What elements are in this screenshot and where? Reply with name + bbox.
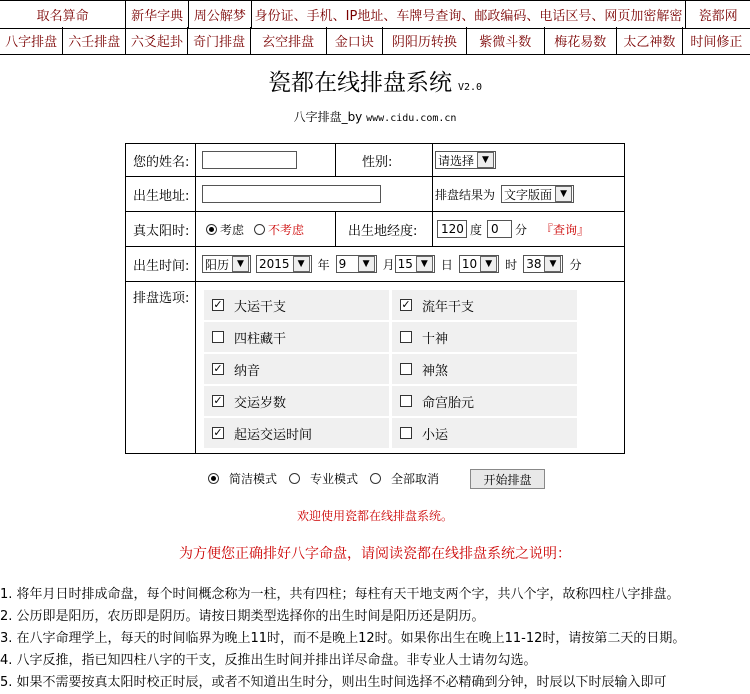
chevron-down-icon: ▼ — [416, 256, 433, 272]
year-select[interactable]: 2015 ▼ — [256, 255, 312, 273]
mode-simple-radio[interactable] — [208, 473, 219, 484]
longitude-label: 出生地经度: — [348, 223, 418, 239]
birthplace-label: 出生地址: — [133, 188, 190, 204]
longitude-degree-input[interactable]: 120 — [437, 220, 467, 238]
site-url: www.cidu.com.cn — [366, 113, 457, 124]
solar-yes-label: 考虑 — [220, 222, 245, 237]
mode-pro-label: 专业模式 — [310, 472, 359, 486]
nayin-checkbox[interactable]: ✓ — [213, 362, 223, 375]
minggong-checkbox[interactable] — [400, 395, 412, 407]
gender-select[interactable]: 请选择 ▼ — [435, 151, 496, 169]
nav-ziwei[interactable]: 紫微斗数 — [467, 27, 545, 54]
hour-select[interactable]: 10 ▼ — [459, 255, 499, 273]
nav-taiyi[interactable]: 太乙神数 — [617, 27, 683, 54]
chevron-down-icon: ▼ — [555, 186, 572, 202]
nav-liuren[interactable]: 六壬排盘 — [63, 27, 126, 54]
nav-link-cidu[interactable]: 瓷都网 — [698, 9, 738, 24]
nav-liuyao[interactable]: 六爻起卦 — [126, 27, 188, 54]
nav-xuankong[interactable]: 玄空排盘 — [251, 27, 327, 54]
start-paipan-button[interactable]: 开始排盘 — [470, 469, 545, 489]
nav-meihua[interactable]: 梅花易数 — [545, 27, 617, 54]
name-input[interactable] — [202, 151, 297, 169]
birthtime-label: 出生时间: — [133, 258, 190, 274]
mode-pro-radio[interactable] — [289, 473, 300, 484]
option-qiyun-time[interactable]: ✓ 起运交运时间 — [204, 418, 389, 448]
option-shensha[interactable]: 神煞 — [392, 354, 577, 384]
nav-calendar-convert[interactable]: 阴阳历转换 — [383, 27, 467, 54]
day-select[interactable]: 15 ▼ — [395, 255, 435, 273]
name-label: 您的姓名: — [133, 154, 190, 170]
day-unit: 日 — [440, 257, 453, 272]
option-nayin[interactable]: ✓ 纳音 — [204, 354, 389, 384]
month-select[interactable]: 9 ▼ — [336, 255, 377, 273]
option-liunian[interactable]: ✓ 流年干支 — [392, 290, 577, 320]
query-longitude-link[interactable]: 『查询』 — [541, 222, 590, 237]
solar-no-radio[interactable] — [254, 224, 265, 235]
page-subtitle: 八字排盘_by www.cidu.com.cn — [293, 110, 457, 124]
option-minggong[interactable]: 命宫胎元 — [392, 386, 577, 416]
page-title: 瓷都在线排盘系统 V2.0 — [267, 70, 483, 96]
minute-unit: 分 — [515, 222, 528, 237]
nav-link-lookup-tools[interactable]: 身份证、手机、IP地址、车牌号查询、邮政编码、电话区号、网页加密解密 — [252, 1, 687, 28]
nav-bazi[interactable]: 八字排盘 — [0, 27, 63, 54]
nav-qimen[interactable]: 奇门排盘 — [188, 27, 250, 54]
option-xiaoyun[interactable]: 小运 — [392, 418, 577, 448]
nav-link-naming[interactable]: 取名算命 — [0, 1, 126, 28]
option-shishen[interactable]: 十神 — [392, 322, 577, 352]
year-unit: 年 — [317, 257, 330, 272]
minute-select[interactable]: 38 ▼ — [523, 255, 563, 273]
instruction-item: 4. 八字反推，指已知四柱八字的干支，反推出生时间并排出详尽命盘。非专业人士请勿勾选。 — [0, 653, 537, 668]
dayun-checkbox[interactable]: ✓ — [213, 298, 223, 311]
solar-no-label: 不考虑 — [268, 222, 305, 237]
nav-jinkoujue[interactable]: 金口诀 — [327, 27, 383, 54]
result-format-label: 排盘结果为 — [435, 187, 496, 202]
shishen-checkbox[interactable] — [400, 331, 412, 343]
xiaoyun-checkbox[interactable] — [400, 427, 412, 439]
option-sizhu-canggan[interactable]: 四柱藏干 — [204, 322, 389, 352]
chevron-down-icon: ▼ — [232, 256, 249, 272]
longitude-minute-input[interactable]: 0 — [487, 220, 512, 238]
nav-link-dream[interactable]: 周公解梦 — [189, 1, 252, 28]
minute-time-unit: 分 — [569, 257, 582, 272]
jiaoyun-age-checkbox[interactable]: ✓ — [213, 394, 223, 407]
option-jiaoyun-age[interactable]: ✓ 交运岁数 — [204, 386, 389, 416]
nav-time-correction[interactable]: 时间修正 — [690, 35, 743, 50]
shensha-checkbox[interactable] — [400, 363, 412, 375]
liunian-checkbox[interactable]: ✓ — [401, 298, 411, 311]
solar-yes-radio[interactable] — [206, 224, 217, 235]
result-format-select[interactable]: 文字版面 ▼ — [501, 185, 574, 203]
mode-simple-label: 简洁模式 — [229, 472, 278, 486]
nav-link-dictionary[interactable]: 新华字典 — [126, 1, 189, 28]
birthplace-input[interactable] — [202, 185, 381, 203]
mode-none-label: 全部取消 — [391, 472, 440, 486]
instructions-list — [0, 584, 750, 694]
solar-time-label: 真太阳时: — [133, 223, 190, 239]
chevron-down-icon: ▼ — [480, 256, 497, 272]
options-grid — [204, 290, 618, 450]
chevron-down-icon: ▼ — [544, 256, 561, 272]
degree-unit: 度 — [470, 222, 483, 237]
gender-label: 性别: — [362, 154, 393, 170]
welcome-message: 欢迎使用瓷都在线排盘系统。 — [296, 509, 453, 523]
instruction-item: 3. 在八字命理学上，每天的时间临界为晚上11时，而不是晚上12时。如果你出生在晚上11-12时，请按第二天的日期。 — [0, 631, 686, 646]
chevron-down-icon: ▼ — [293, 256, 310, 272]
mode-selector — [208, 470, 439, 487]
qiyun-time-checkbox[interactable]: ✓ — [213, 426, 223, 439]
instruction-item: 1. 将年月日时排成命盘，每个时间概念称为一柱，共有四柱；每柱有天干地支两个字，共八个字，故称四柱八字排盘。 — [0, 587, 680, 602]
top-nav-row-2 — [0, 27, 750, 55]
chevron-down-icon: ▼ — [477, 152, 494, 168]
option-dayun[interactable]: ✓ 大运干支 — [204, 290, 389, 320]
instruction-item: 2. 公历即是阳历，农历即是阴历。请按日期类型选择你的出生时间是阳历还是阴历。 — [0, 609, 485, 624]
instruction-item: 5. 如果不需要按真太阳时校正时辰，或者不知道出生时分，则出生时间选择不必精确到分钟，时辰以下时辰输入即可 — [0, 675, 667, 690]
top-nav-row-1 — [0, 0, 750, 29]
options-label: 排盘选项: — [133, 291, 190, 306]
hour-unit: 时 — [505, 257, 518, 272]
chevron-down-icon: ▼ — [358, 256, 375, 272]
month-unit: 月 — [382, 257, 395, 272]
canggan-checkbox[interactable] — [212, 331, 224, 343]
guide-heading: 为方便您正确排好八字命盘，请阅读瓷都在线排盘系统之说明： — [179, 546, 571, 562]
calendar-select[interactable]: 阳历 ▼ — [202, 255, 251, 273]
mode-none-radio[interactable] — [370, 473, 381, 484]
version-label: V2.0 — [457, 82, 483, 93]
